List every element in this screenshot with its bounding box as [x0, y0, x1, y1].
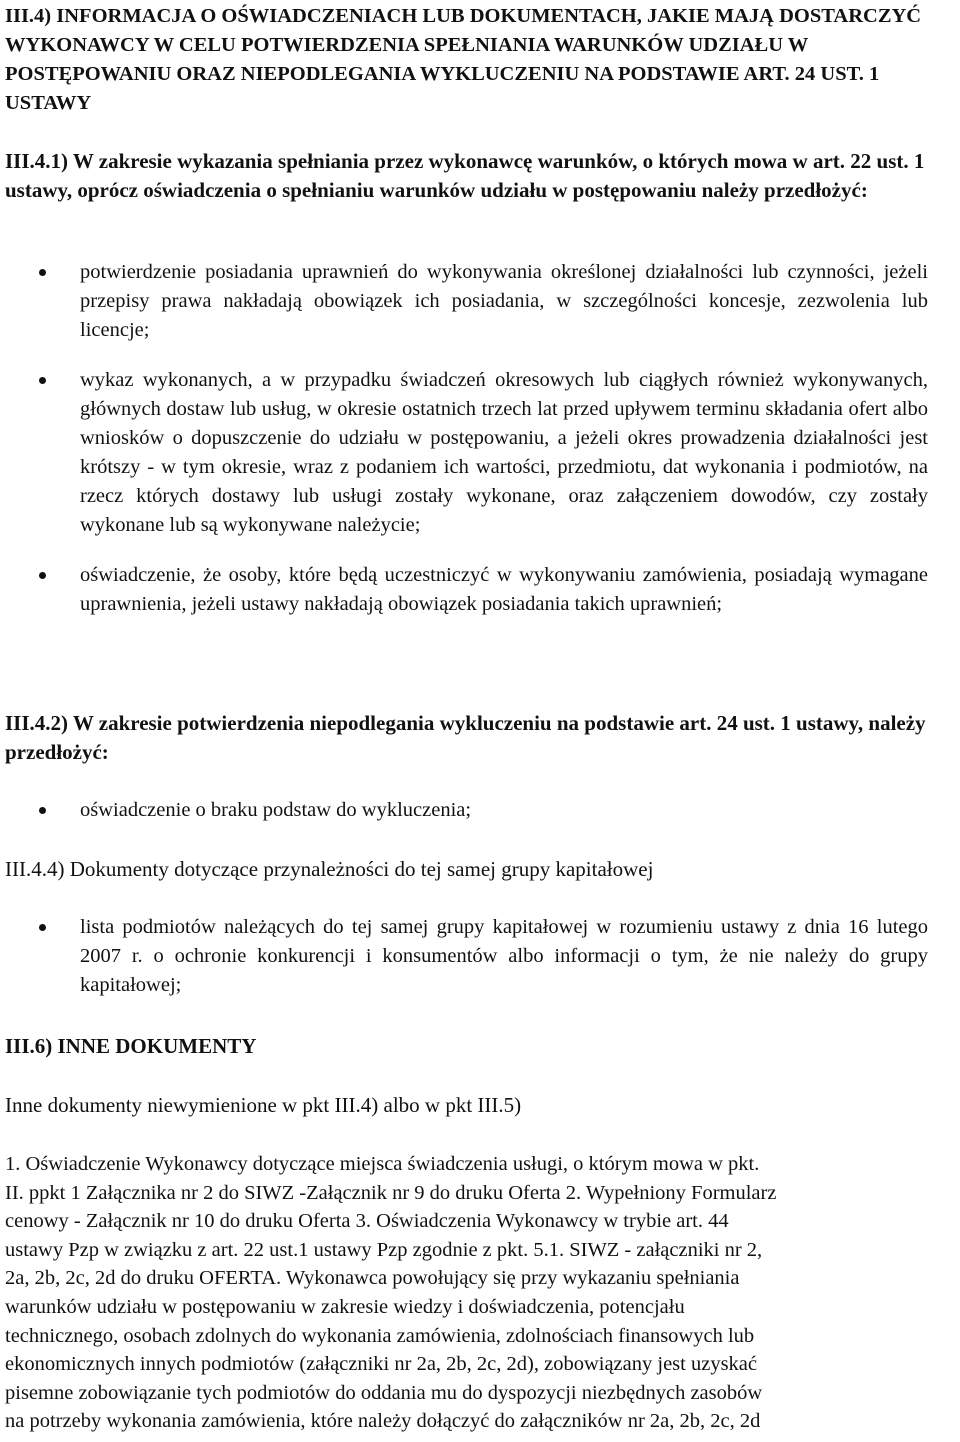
paragraph-line: warunków udziału w postępowaniu w zakresie wiedzy i doświadczenia, potencjału	[5, 1295, 685, 1318]
bullet-icon	[39, 269, 46, 276]
section-4-4-heading: III.4.4) Dokumenty dotyczące przynależności do tej samej grupy kapitałowej	[5, 857, 654, 881]
paragraph-line: 2a, 2b, 2c, 2d do druku OFERTA. Wykonawca powołujący się przy wykazaniu spełniania	[5, 1267, 740, 1290]
paragraph-line: technicznego, osobach zdolnych do wykonania zamówienia, zdolnościach finansowych lub	[5, 1324, 755, 1347]
bullet-icon	[39, 377, 46, 384]
section-4-1-list	[0, 258, 960, 619]
section-6-paragraph	[5, 1150, 955, 1436]
paragraph-line: II. ppkt 1 Załącznika nr 2 do SIWZ -Załącznik nr 9 do druku Oferta 2. Wypełniony Formularz	[5, 1181, 777, 1204]
list-item-text: oświadczenie, że osoby, które będą uczestniczyć w wykonywaniu zamówienia, posiadają wymagane uprawnienia, jeżeli ustawy nakładają obowiązek posiadania takich uprawnień;	[80, 564, 928, 615]
list-item	[0, 258, 960, 345]
paragraph-line: 1. Oświadczenie Wykonawcy dotyczące miejsca świadczenia usługi, o którym mowa w pkt.	[5, 1153, 760, 1175]
list-item	[0, 366, 960, 540]
section-6-heading: III.6) INNE DOKUMENTY	[5, 1034, 257, 1058]
paragraph-line: ustawy Pzp w związku z art. 22 ust.1 ustawy Pzp zgodnie z pkt. 5.1. SIWZ - załączniki nr 2,	[5, 1238, 763, 1261]
paragraph-line: cenowy - Załącznik nr 10 do druku Oferta 3. Oświadczenia Wykonawcy w trybie art. 44	[5, 1210, 729, 1233]
bullet-icon	[39, 924, 46, 931]
list-item-text: potwierdzenie posiadania uprawnień do wykonywania określonej działalności lub czynności, jeżeli przepisy prawa nakładają obowiązek ich posiadania, w szczególności koncesje, zezwolenia lub licencje;	[80, 261, 928, 341]
section-4-2-list	[0, 796, 960, 825]
section-4-4-list	[0, 913, 960, 1000]
paragraph-line: na potrzeby wykonania zamówienia, które należy dołączyć do załączników nr 2a, 2b, 2c, 2d	[5, 1410, 761, 1433]
list-item	[0, 561, 960, 619]
list-item-text: lista podmiotów należących do tej samej grupy kapitałowej w rozumieniu ustawy z dnia 16 lutego 2007 r. o ochronie konkurencji i konsumentów albo informacji o tym, że nie należy do grupy kapitałowej;	[80, 916, 928, 996]
section-4-1-heading: III.4.1) W zakresie wykazania spełniania przez wykonawcę warunków, o których mowa w art. 22 ust. 1 ustawy, oprócz oświadczenia o spełnianiu warunków udziału w postępowaniu należy przedłożyć:	[5, 149, 925, 202]
paragraph-line: pisemne zobowiązanie tych podmiotów do oddania mu do dyspozycji niezbędnych zasobów	[5, 1381, 763, 1404]
list-item-text: oświadczenie o braku podstaw do wykluczenia;	[80, 799, 472, 821]
section-4-2-heading: III.4.2) W zakresie potwierdzenia niepodlegania wykluczeniu na podstawie art. 24 ust. 1 ustawy, należy przedłożyć:	[5, 711, 926, 764]
list-item	[0, 796, 960, 825]
paragraph-line: ekonomicznych innych podmiotów (załączniki nr 2a, 2b, 2c, 2d), zobowiązany jest uzyskać	[5, 1353, 757, 1376]
list-item	[0, 913, 960, 1000]
list-item-text: wykaz wykonanych, a w przypadku świadczeń okresowych lub ciągłych również wykonywanych, głównych dostaw lub usług, w okresie ostatnich trzech lat przed upływem terminu składania ofert albo wniosków o dopuszczenie do udziału w postępowaniu, a jeżeli okres prowadzenia działalności jest krótszy - w tym okresie, wraz z podaniem ich wartości, przedmiotu, dat wykonania i podmiotów, na rzecz których dostawy lub usługi zostały wykonane, oraz załączeniem dowodów, czy zostały wykonane lub są wykonywane należycie;	[80, 369, 928, 536]
bullet-icon	[39, 572, 46, 579]
bullet-icon	[39, 807, 46, 814]
section-6-subheading: Inne dokumenty niewymienione w pkt III.4) albo w pkt III.5)	[5, 1093, 522, 1117]
section-title: III.4) INFORMACJA O OŚWIADCZENIACH LUB DOKUMENTACH, JAKIE MAJĄ DOSTARCZYĆ WYKONAWCY W CELU POTWIERDZENIA SPEŁNIANIA WARUNKÓW UDZIAŁU W POSTĘPOWANIU ORAZ NIEPODLEGANIA WYKLUCZENIU NA PODSTAWIE ART. 24 UST. 1 USTAWY	[5, 5, 922, 114]
